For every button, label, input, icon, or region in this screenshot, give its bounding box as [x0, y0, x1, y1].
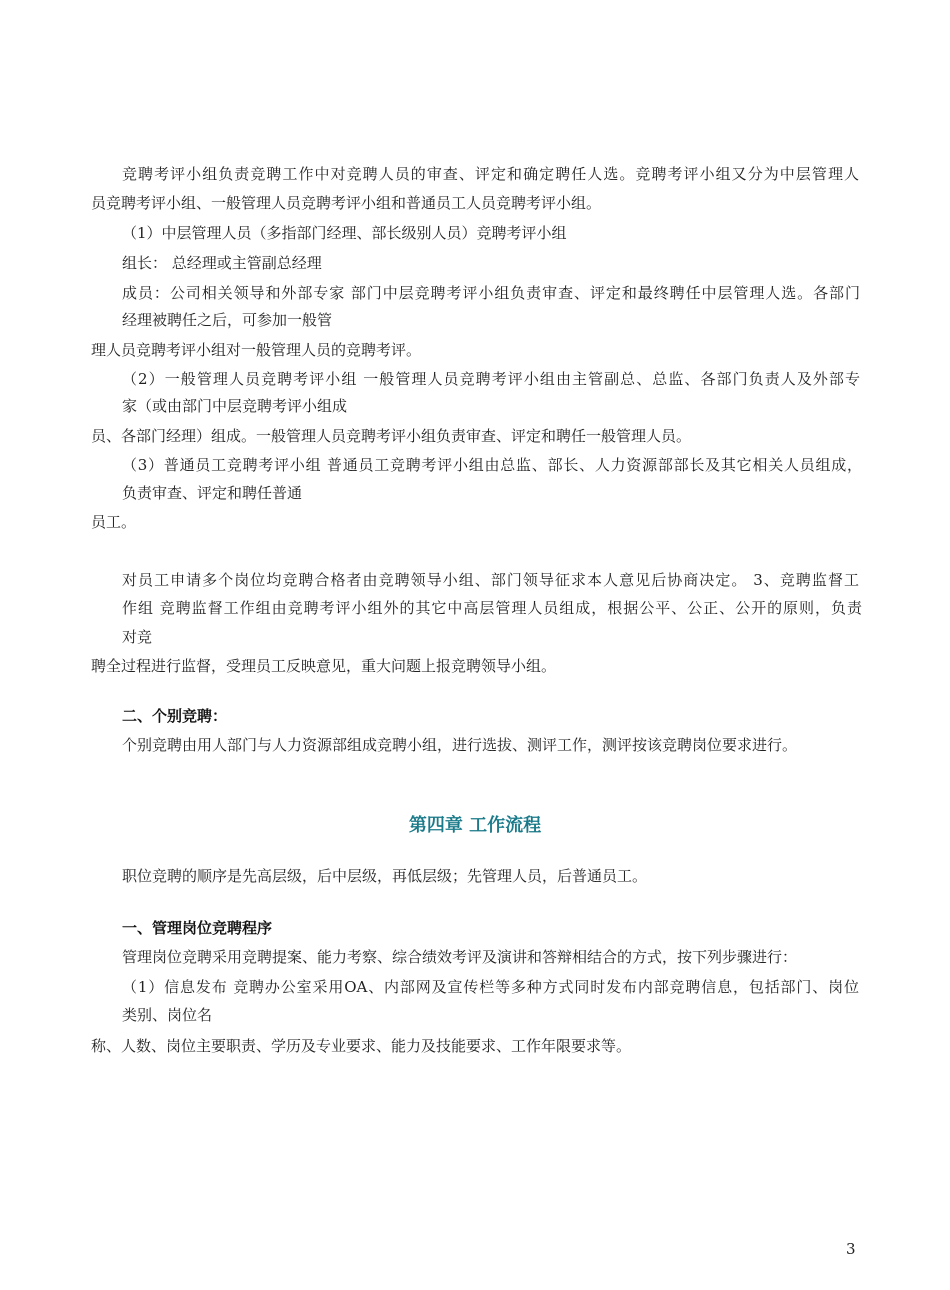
paragraph-line: 理人员竞聘考评小组对一般管理人员的竞聘考评。: [91, 341, 422, 359]
paragraph-line: 个别竞聘由用人部门与人力资源部组成竞聘小组，进行选拔、测评工作，测评按该竞聘岗位要求进行。: [122, 736, 798, 754]
paragraph-line: （1）中层管理人员（多指部门经理、部长级别人员）竞聘考评小组: [122, 224, 567, 242]
paragraph-line: 员、各部门经理）组成。一般管理人员竞聘考评小组负责审查、评定和聘任一般管理人员。: [91, 427, 692, 445]
paragraph-line: 职位竞聘的顺序是先高层级，后中层级，再低层级；先管理人员，后普通员工。: [122, 867, 648, 885]
paragraph-line: 称、人数、岗位主要职责、学历及专业要求、能力及技能要求、工作年限要求等。: [91, 1037, 632, 1055]
paragraph-line: 负责审查、评定和聘任普通: [122, 484, 303, 502]
section-heading: 二、个别竞聘：: [122, 707, 228, 725]
paragraph-line: 类别、岗位名: [122, 1006, 213, 1024]
paragraph-line: 组长： 总经理或主管副总经理: [122, 254, 322, 272]
paragraph-line: （3）普通员工竞聘考评小组 普通员工竞聘考评小组由总监、部长、人力资源部部长及其它相关人员组成，: [122, 456, 862, 474]
chapter-title: 第四章 工作流程: [408, 815, 542, 836]
paragraph-line: （1）信息发布 竞聘办公室采用OA、内部网及宣传栏等多种方式同时发布内部竞聘信息，包括部门、岗位: [122, 978, 859, 996]
page-number: 3: [846, 1240, 856, 1258]
paragraph-line: 作组 竞聘监督工作组由竞聘考评小组外的其它中高层管理人员组成，根据公平、公正、公开的原则，负责: [122, 599, 862, 617]
paragraph-line: 管理岗位竞聘采用竞聘提案、能力考察、综合绩效考评及演讲和答辩相结合的方式，按下列步骤进行：: [122, 948, 798, 966]
paragraph-line: 成员：公司相关领导和外部专家 部门中层竞聘考评小组负责审查、评定和最终聘任中层管理人选。各部门: [122, 284, 860, 302]
paragraph-line: （2）一般管理人员竞聘考评小组 一般管理人员竞聘考评小组由主管副总、总监、各部门负责人及外部专: [122, 370, 860, 388]
paragraph-line: 对员工申请多个岗位均竞聘合格者由竞聘领导小组、部门领导征求本人意见后协商决定。 3、竞聘监督工: [122, 571, 859, 589]
paragraph-line: 家（或由部门中层竞聘考评小组成: [122, 397, 348, 415]
paragraph-line: 聘全过程进行监督，受理员工反映意见，重大问题上报竞聘领导小组。: [91, 657, 557, 675]
section-heading: 一、管理岗位竞聘程序: [122, 919, 273, 937]
paragraph-line: 员工。: [91, 513, 137, 531]
paragraph-line: 经理被聘任之后，可参加一般管: [122, 311, 333, 329]
paragraph-line: 竞聘考评小组负责竞聘工作中对竞聘人员的审查、评定和确定聘任人选。竞聘考评小组又分为中层管理人: [122, 165, 859, 183]
paragraph-line: 员竞聘考评小组、一般管理人员竞聘考评小组和普通员工人员竞聘考评小组。: [91, 194, 602, 212]
paragraph-line: 对竞: [122, 628, 153, 646]
